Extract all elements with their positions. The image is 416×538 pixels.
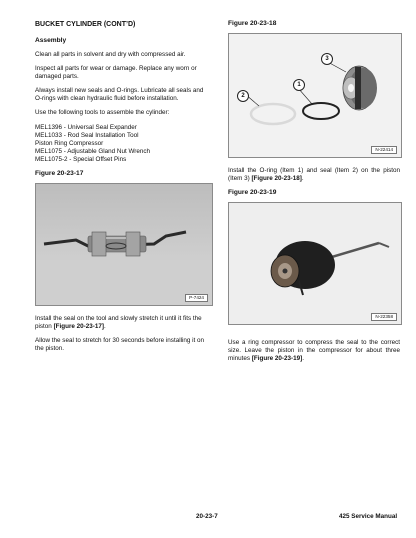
- paragraph-ring-compressor-text: Use a ring compressor to compress the seal to the correct size. Leave the piston in the compressor for about three minutes: [228, 339, 400, 363]
- piston-seal-oring-illustration: [229, 34, 401, 157]
- figure-18-code: N-22414: [371, 146, 397, 154]
- paragraph-seals: Always install new seals and O-rings. Lubricate all seals and O-rings with clean hydraulic fluid before installation.: [35, 87, 204, 103]
- tools-list: [35, 124, 211, 164]
- right-column: [228, 20, 400, 369]
- figure-17-reference: [Figure 20-23-17]: [53, 323, 104, 331]
- ring-compressor-illustration: [229, 203, 401, 324]
- left-column: [35, 20, 211, 359]
- figure-18-photo: [228, 33, 402, 158]
- paragraph-allow-stretch: Allow the seal to stretch for 30 seconds before installing it on the piston.: [35, 337, 205, 353]
- figure-18-title: Figure 20-23-18: [228, 20, 277, 27]
- piston: [343, 66, 377, 110]
- paragraph-tools-intro: Use the following tools to assemble the cylinder:: [35, 109, 170, 117]
- paragraph-install-seal-end: .: [103, 323, 106, 331]
- assembly-heading: Assembly: [35, 37, 67, 44]
- figure-19-title: Figure 20-23-19: [228, 189, 277, 197]
- figure-17-code: P-7424: [185, 294, 208, 302]
- tool-item: MEL1033 - Rod Seal Installation Tool: [35, 131, 139, 139]
- tool-item: MEL1075 - Adjustable Gland Nut Wrench: [35, 147, 151, 155]
- callout-2: 2: [237, 90, 249, 102]
- paragraph-ring-compressor-end: .: [302, 355, 304, 363]
- figure-17-photo: [35, 183, 213, 306]
- paragraph-install-seal: [35, 315, 211, 331]
- tool-item: MEL1396 - Universal Seal Expander: [35, 123, 137, 131]
- paragraph-install-oring: [228, 167, 400, 183]
- paragraph-install-oring-end: .: [301, 175, 304, 183]
- paragraph-ring-compressor: [228, 339, 400, 363]
- paragraph-inspect: Inspect all parts for wear or damage. Replace any worn or damaged parts.: [35, 65, 197, 81]
- seal-expander-tool-illustration: [36, 184, 212, 305]
- section-title: BUCKET CYLINDER (CONT’D): [35, 21, 136, 28]
- figure-18-reference: [Figure 20-23-18]: [251, 175, 302, 183]
- tool-item: MEL1075-2 - Special Offset Pins: [35, 155, 127, 163]
- callout-1: 1: [293, 79, 305, 91]
- page-number: 20-23-7: [196, 513, 218, 520]
- paragraph-install-seal-text: Install the seal on the tool and slowly stretch it until it fits the piston: [35, 315, 202, 331]
- figure-19-photo: [228, 202, 402, 325]
- paragraph-install-oring-text: Install the O-ring (Item 1) and seal (Item 2) on the piston (Item 3): [228, 167, 400, 183]
- callout-3: 3: [321, 53, 333, 65]
- tool-item: Piston Ring Compressor: [35, 139, 104, 147]
- figure-19-code: N-22358: [371, 313, 397, 321]
- paragraph-clean: Clean all parts in solvent and dry with compressed air.: [35, 51, 186, 58]
- figure-19-reference: [Figure 20-23-19]: [251, 355, 303, 363]
- figure-17-title: Figure 20-23-17: [35, 170, 84, 178]
- manual-name: 425 Service Manual: [339, 513, 398, 520]
